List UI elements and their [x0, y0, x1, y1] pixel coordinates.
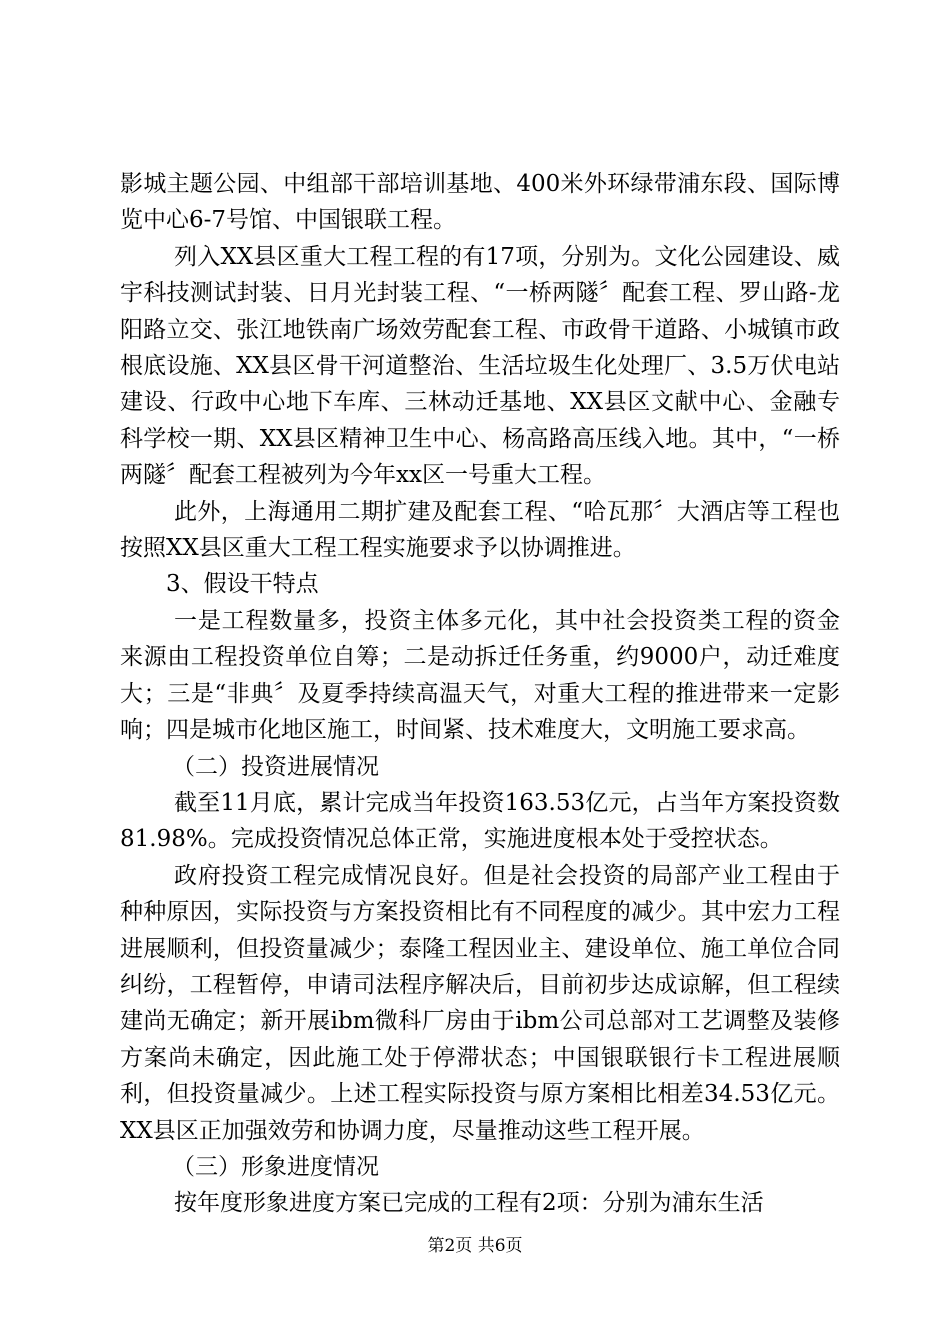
- paragraph-investment-details: 政府投资工程完成情况良好。但是社会投资的局部产业工程由于种种原因，实际投资与方案投资相比有不同程度的减少。其中宏力工程进展顺利，但投资量减少；泰隆工程因业主、建设单位、施工单位合同纠纷，工程暂停，申请司法程序解决后，目前初步达成谅解，但工程续建尚无确定；新开展ibm微科厂房由于ibm公司总部对工艺调整及装修方案尚未确定，因此施工处于停滞状态；中国银联银行卡工程进展顺利，但投资量减少。上述工程实际投资与原方案相比相差34.53亿元。XX县区正加强效劳和协调力度，尽量推动这些工程开展。: [120, 862, 840, 1144]
- section-heading-features: 3、假设干特点: [166, 571, 319, 598]
- section-heading-progress: （三）形象进度情况: [172, 1153, 379, 1180]
- paragraph-continuation: 影城主题公园、中组部干部培训基地、400米外环绿带浦东段、国际博览中心6-7号馆、中国银联工程。: [120, 171, 840, 234]
- page-number-footer: 第2页 共6页: [427, 1236, 523, 1256]
- paragraph-additional-projects: 此外，上海通用二期扩建及配套工程、“哈瓦那〞大酒店等工程也按照XX县区重大工程工程实施要求予以协调推进。: [120, 498, 840, 562]
- paragraph-features: 一是工程数量多，投资主体多元化，其中社会投资类工程的资金来源由工程投资单位自筹；二是动拆迁任务重，约9000户，动迁难度大；三是“非典〞及夏季持续高温天气，对重大工程的推进带来一定影响；四是城市化地区施工，时间紧、技术难度大，文明施工要求高。: [120, 607, 840, 744]
- document-body: [120, 166, 840, 1222]
- paragraph-investment-summary: 截至11月底，累计完成当年投资163.53亿元，占当年方案投资数81.98%。完成投资情况总体正常，实施进度根本处于受控状态。: [120, 789, 840, 853]
- section-heading-investment: （二）投资进展情况: [172, 753, 379, 780]
- paragraph-progress: 按年度形象进度方案已完成的工程有2项：分别为浦东生活: [174, 1190, 764, 1217]
- paragraph-major-projects-list: 列入XX县区重大工程工程的有17项，分别为。文化公园建设、威宇科技测试封装、日月光封装工程、“一桥两隧〞配套工程、罗山路-龙阳路立交、张江地铁南广场效劳配套工程、市政骨干道路、小城镇市政根底设施、XX县区骨干河道整治、生活垃圾生化处理厂、3.5万伏电站建设、行政中心地下车库、三林动迁基地、XX县区文献中心、金融专科学校一期、XX县区精神卫生中心、杨高路高压线入地。其中，“一桥两隧〞配套工程被列为今年xx区一号重大工程。: [120, 243, 840, 489]
